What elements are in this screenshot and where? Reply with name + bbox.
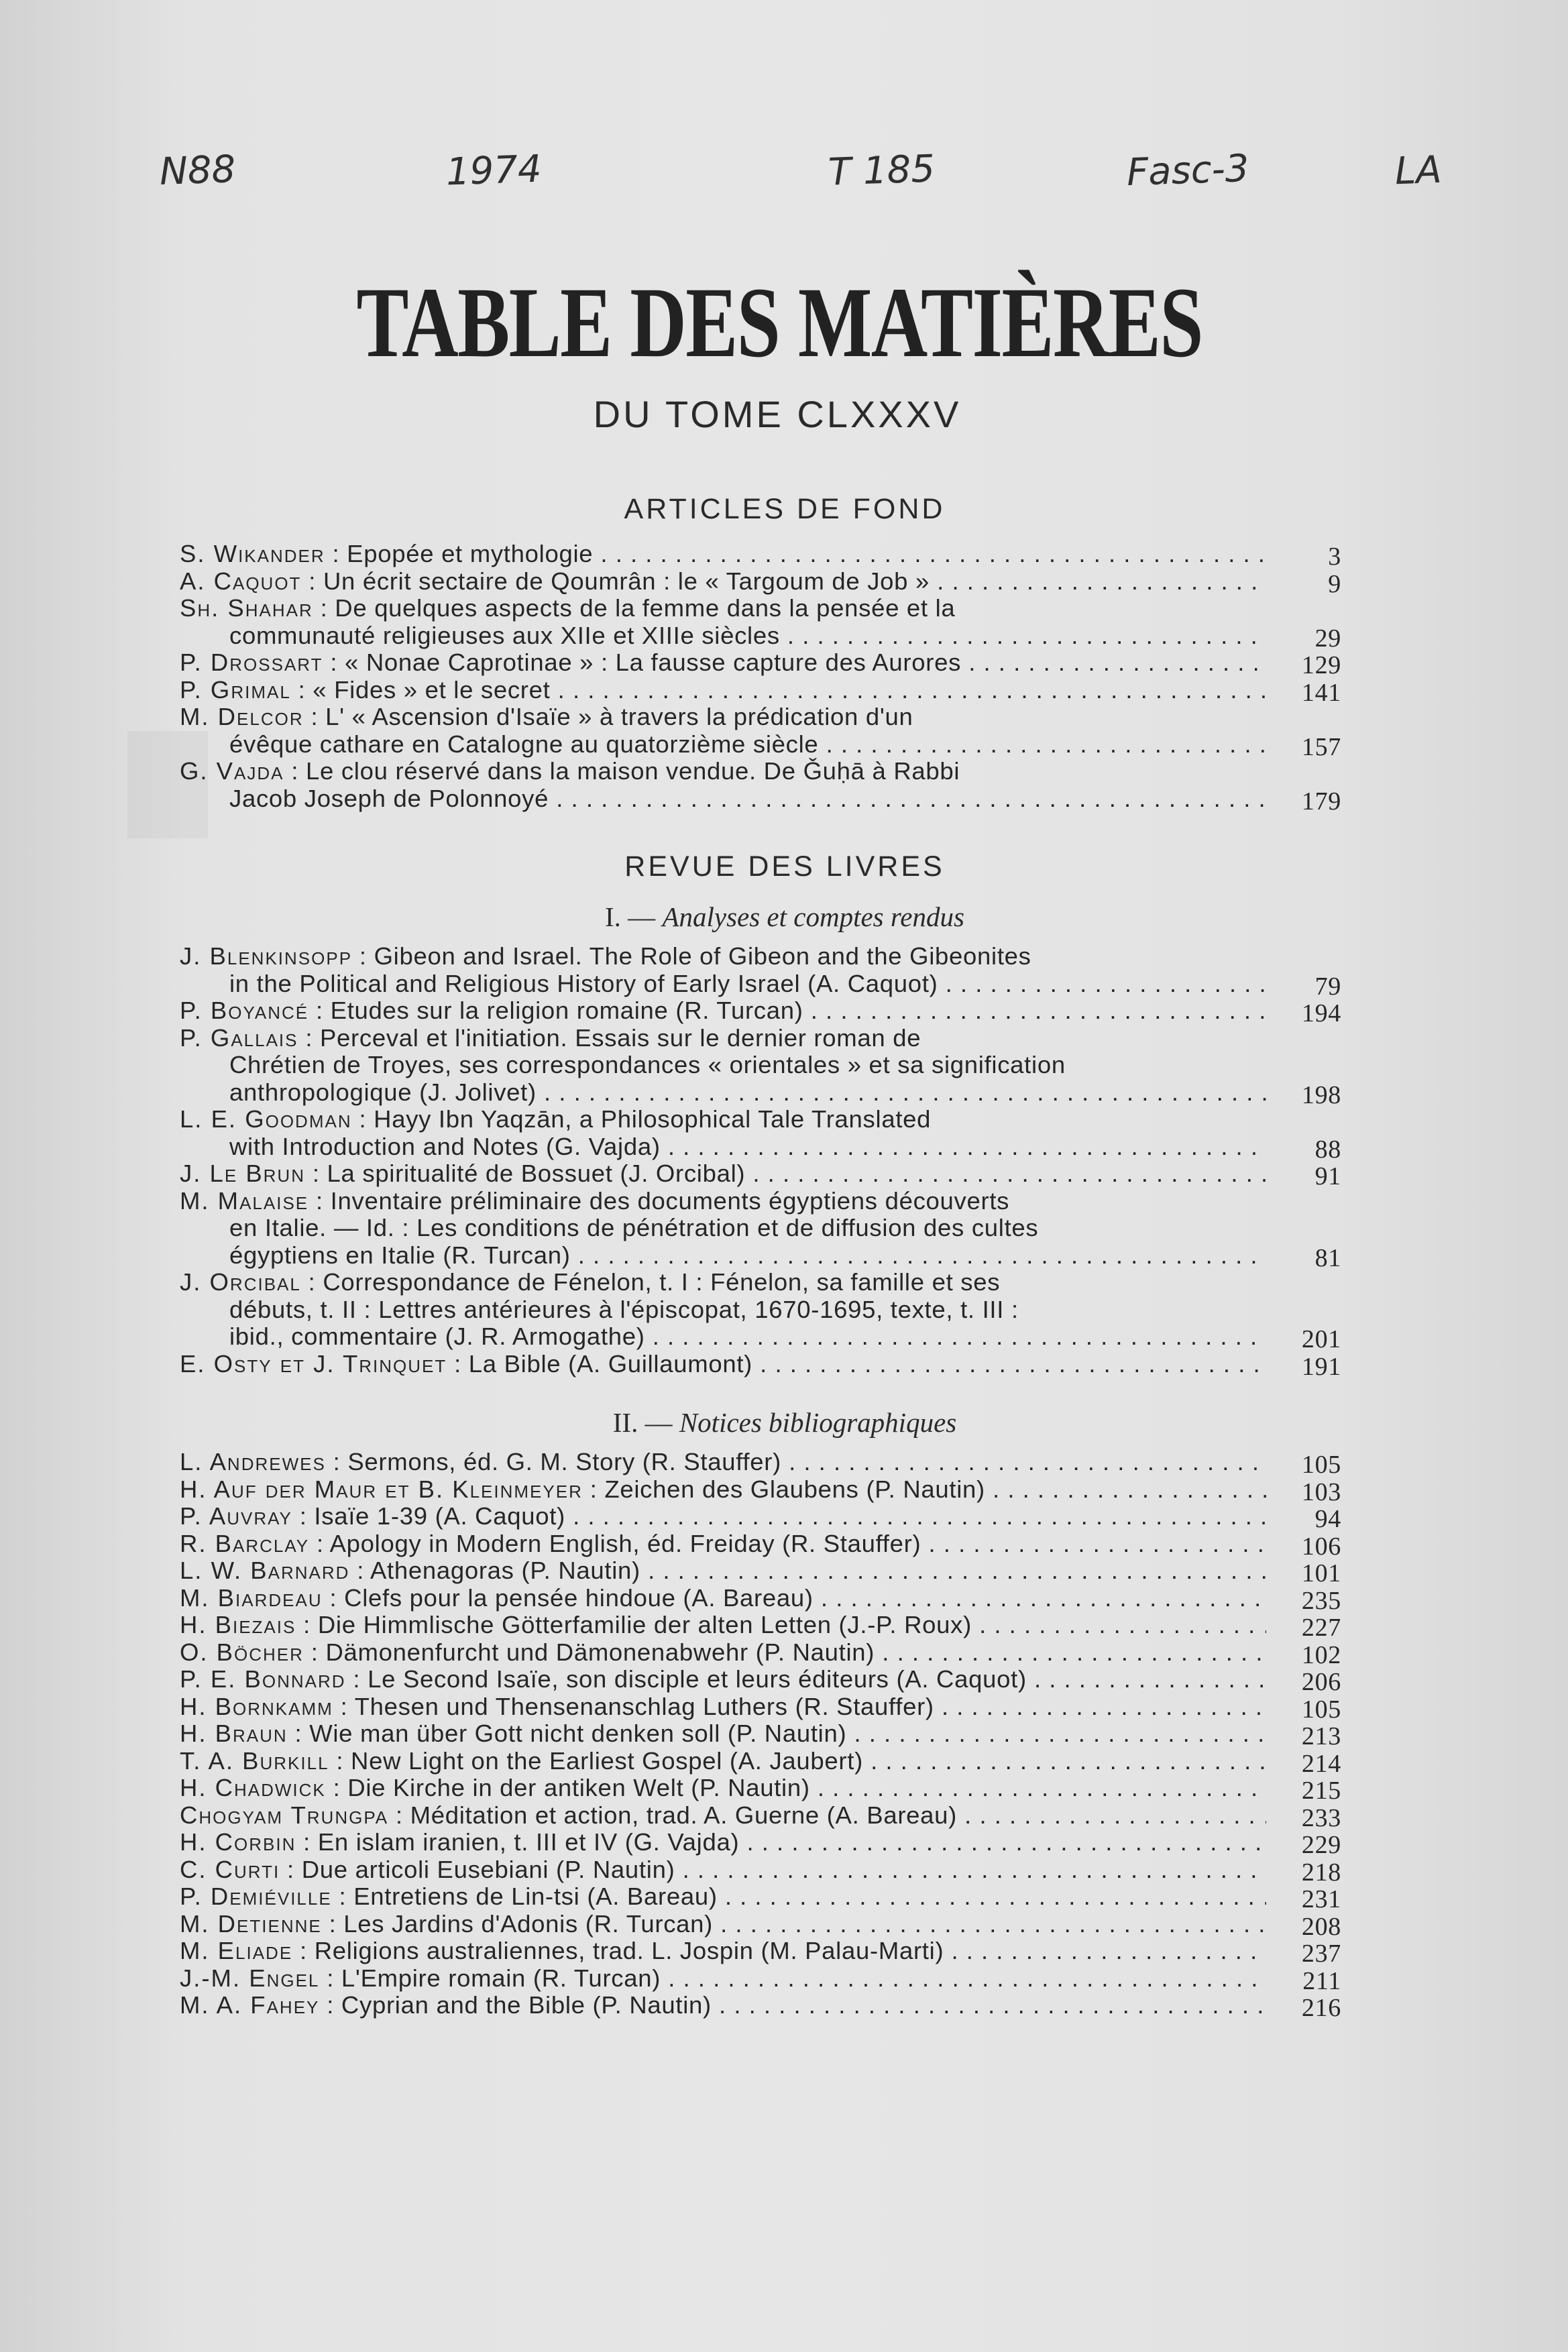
entry-title: : Thesen und Thensenanschlag Luthers (R. Stauffer): [333, 1693, 934, 1720]
entry-author: E. Osty et J. Trinquet: [180, 1350, 447, 1378]
page-number: 198: [1301, 1080, 1341, 1109]
toc-entry-text: [180, 1639, 1266, 1667]
toc-entry-line: [180, 997, 1341, 1025]
page-number: 206: [1301, 1668, 1341, 1696]
entry-title-continued: Chrétien de Troyes, ses correspondances « orientales » et sa signification: [229, 1051, 1066, 1078]
toc-entry-text: [180, 943, 1031, 970]
toc-entry-line: [180, 1476, 1341, 1504]
entry-author: P. Gallais: [180, 1023, 298, 1052]
entry-title-continued: Jacob Joseph de Polonnoyé: [229, 785, 549, 812]
entry-author: L. E. Goodman: [180, 1105, 352, 1133]
toc-entry-text: [180, 1269, 1000, 1296]
entry-author: C. Curti: [180, 1856, 280, 1883]
toc-entry-text: [229, 1079, 1266, 1107]
toc-entry-line: [180, 1350, 1341, 1381]
entry-title: : « Fides » et le secret: [290, 676, 551, 704]
page-number: 208: [1301, 1912, 1341, 1941]
entry-title: : « Nonae Caprotinae » : La fausse capture des Aurores: [323, 649, 962, 676]
page-number: 229: [1301, 1831, 1341, 1859]
entry-title: : Hayy Ibn Yaqzān, a Philosophical Tale Translated: [351, 1105, 932, 1133]
toc-entry-text: [229, 1133, 1266, 1161]
handwritten-note-1: N88: [158, 148, 237, 194]
toc-entry-line: [180, 1883, 1341, 1911]
entry-title-continued: évêque cathare en Catalogne au quatorzième siècle: [229, 730, 819, 758]
entry-author: L. W. Barnard: [180, 1557, 350, 1584]
toc-entry-line: [180, 1747, 1341, 1778]
page-number: 91: [1314, 1162, 1341, 1190]
toc-entry-text: [180, 1802, 1266, 1830]
subheading-number: I. —: [605, 901, 663, 932]
entry-title: : New Light on the Earliest Gospel (A. Jaubert): [329, 1747, 863, 1775]
toc-entry-line: [180, 1133, 1341, 1164]
toc-entry-line: [180, 1992, 1341, 2022]
toc-entry-text: [180, 758, 960, 785]
handwritten-note-3: T 185: [827, 147, 936, 194]
entry-author: M. Malaise: [180, 1186, 309, 1215]
entry-title: : Le clou réservé dans la maison vendue. De Ǧuḥā à Rabbi: [284, 757, 960, 785]
toc-entry-text: [229, 1052, 1066, 1079]
toc-entry-text: [229, 731, 1266, 759]
entry-title-continued: in the Political and Religious History of Early Israel (A. Caquot): [229, 970, 938, 997]
page-number: 101: [1301, 1559, 1341, 1587]
toc-entry-text: [229, 622, 1266, 650]
toc-entry-text: [180, 997, 1266, 1025]
toc-entry-line: [180, 1188, 1341, 1215]
toc-entry-line: [180, 943, 1341, 970]
entry-author: J.-M. Engel: [180, 1964, 320, 1992]
entry-title: : Etudes sur la religion romaine (R. Turcan): [309, 997, 803, 1024]
entry-title: : Le Second Isaïe, son disciple et leurs éditeurs (A. Caquot): [345, 1666, 1027, 1693]
toc-entry-line: [180, 1025, 1341, 1052]
toc-entry-line: [180, 1856, 1341, 1887]
toc-entry-text: [180, 1106, 931, 1133]
toc-entry-text: [180, 1612, 1266, 1639]
toc-entry-line: [180, 1296, 1341, 1324]
page-number: 237: [1301, 1940, 1341, 1968]
entry-author: M. Detienne: [180, 1910, 322, 1938]
toc-entry-text: [180, 1775, 1266, 1802]
handwritten-note-5: LA: [1394, 148, 1443, 194]
entry-author: M. Delcor: [180, 703, 304, 730]
toc-entry-text: [180, 1585, 1266, 1612]
page-number: 201: [1301, 1325, 1341, 1353]
page-number: 129: [1301, 651, 1341, 679]
toc-entry-line: [180, 1802, 1341, 1830]
toc-entry-line: [180, 731, 1341, 759]
subheading-number: II. —: [612, 1407, 679, 1438]
page-number: 216: [1301, 1994, 1341, 2022]
toc-entry-line: [180, 704, 1341, 731]
toc-entry-line: [180, 1530, 1341, 1561]
toc-notices: [180, 1449, 1341, 2022]
toc-entry-text: [229, 785, 1266, 813]
toc-entry-text: [180, 1160, 1266, 1188]
entry-author: P. Auvray: [180, 1503, 292, 1530]
entry-author: P. Boyancé: [180, 997, 309, 1024]
toc-entry-text: [180, 1992, 1266, 2019]
entry-title: : Zeichen des Glaubens (P. Nautin): [582, 1475, 985, 1503]
toc-entry-line: [180, 676, 1341, 707]
toc-entry-line: [180, 1639, 1341, 1667]
toc-entry-line: [180, 1829, 1341, 1859]
toc-entry-text: [180, 1530, 1266, 1558]
entry-title: : En islam iranien, t. III et IV (G. Vajda): [296, 1829, 740, 1856]
toc-entry-line: [180, 1938, 1341, 1968]
entry-author: M. Biardeau: [180, 1584, 323, 1612]
entry-title-continued: débuts, t. II : Lettres antérieures à l'épiscopat, 1670-1695, texte, t. III :: [229, 1295, 1019, 1323]
toc-entry-text: [180, 1938, 1266, 1965]
toc-entry-line: [180, 1323, 1341, 1351]
entry-author: H. Chadwick: [180, 1775, 326, 1801]
entry-author: H. Biezais: [180, 1612, 296, 1638]
entry-title: : La Bible (A. Guillaumont): [447, 1350, 753, 1378]
toc-entry-text: [180, 1883, 1266, 1911]
entry-title-continued: ibid., commentaire (J. R. Armogathe): [229, 1323, 645, 1350]
toc-entry-line: [180, 1052, 1341, 1079]
toc-entry-text: [180, 1856, 1266, 1884]
entry-title: : Cyprian and the Bible (P. Nautin): [319, 1992, 712, 2019]
toc-entry-line: [180, 785, 1341, 816]
volume-subtitle: DU TOME CLXXXV: [593, 393, 962, 435]
entry-title: : Gibeon and Israel. The Role of Gibeon and the Gibeonites: [352, 942, 1031, 970]
toc-entry-text: [229, 1323, 1266, 1351]
subheading-notices: [181, 1406, 1388, 1439]
entry-author: P. E. Bonnard: [180, 1666, 346, 1693]
page-number: 141: [1301, 678, 1341, 707]
page-number: 157: [1301, 732, 1341, 761]
toc-entry-line: [180, 1910, 1341, 1941]
page-number: 215: [1301, 1777, 1341, 1805]
toc-entry-line: [180, 541, 1341, 571]
entry-title: : Due articoli Eusebiani (P. Nautin): [280, 1856, 675, 1883]
entry-title: : Religions australiennes, trad. L. Jospin (M. Palau-Marti): [292, 1938, 944, 1964]
toc-entry-text: [180, 1666, 1266, 1693]
page-title: TABLE DES MATIÈRES: [356, 267, 1202, 378]
toc-entry-line: [180, 595, 1341, 622]
section-heading-revue: REVUE DES LIVRES: [624, 850, 945, 883]
toc-entry-text: [180, 1557, 1266, 1585]
entry-author: Chogyam Trungpa: [180, 1801, 389, 1829]
toc-entry-line: [180, 1584, 1341, 1615]
toc-entry-text: [180, 1693, 1266, 1721]
subheading-analyses: [181, 901, 1388, 933]
toc-entry-line: [180, 1079, 1341, 1107]
toc-entry-line: [180, 1557, 1341, 1585]
entry-title: : Inventaire préliminaire des documents égyptiens découverts: [309, 1186, 1010, 1215]
toc-entry-line: [180, 1449, 1341, 1479]
entry-author: P. Drossart: [180, 649, 323, 676]
toc-entry-line: [180, 649, 1341, 677]
entry-author: Sh. Shahar: [180, 594, 313, 622]
toc-entry-line: [180, 622, 1341, 653]
toc-entry-line: [180, 1242, 1341, 1270]
toc-entry-line: [180, 1965, 1341, 1993]
toc-entry-text: [229, 1242, 1266, 1270]
entry-title: : Athenagoras (P. Nautin): [349, 1557, 640, 1584]
toc-entry-text: [180, 595, 955, 622]
toc-analyses: [180, 942, 1341, 1381]
toc-entry-line: [180, 568, 1341, 596]
entry-author: H. Auf der Maur et B. Kleinmeyer: [180, 1475, 583, 1503]
entry-author: L. Andrewes: [180, 1449, 326, 1475]
entry-title: : Perceval et l'initiation. Essais sur le dernier roman de: [298, 1023, 921, 1052]
page-number: 102: [1301, 1640, 1341, 1669]
entry-author: J. Blenkinsopp: [180, 942, 353, 970]
subheading-title: Analyses et comptes rendus: [662, 901, 964, 932]
entry-title: : Dämonenfurcht und Dämonenabwehr (P. Nautin): [303, 1638, 875, 1666]
page-number: 29: [1314, 624, 1341, 653]
entry-title: : Die Himmlische Götterfamilie der alten Letten (J.-P. Roux): [296, 1612, 972, 1638]
page-number: 105: [1301, 1695, 1341, 1724]
page-number: 79: [1314, 972, 1341, 1001]
page-number: 194: [1301, 999, 1341, 1027]
toc-entry-text: [180, 1351, 1266, 1378]
entry-title-continued: with Introduction and Notes (G. Vajda): [229, 1133, 661, 1160]
toc-entry-line: [180, 970, 1341, 1001]
toc-entry-line: [180, 1775, 1341, 1805]
page-number: 105: [1301, 1451, 1341, 1479]
entry-author: G. Vajda: [180, 757, 284, 785]
page-number: 88: [1314, 1135, 1341, 1164]
entry-author: P. Grimal: [180, 676, 291, 704]
entry-author: R. Barclay: [180, 1530, 310, 1557]
toc-entry-line: [180, 758, 1341, 785]
toc-entry-text: [180, 1449, 1266, 1476]
entry-title: : Isaïe 1-39 (A. Caquot): [292, 1503, 565, 1530]
page-number: 179: [1301, 787, 1341, 816]
entry-title: : Apology in Modern English, éd. Freiday (R. Stauffer): [309, 1530, 921, 1557]
page-number: 214: [1301, 1749, 1341, 1778]
toc-entry-text: [180, 649, 1266, 677]
handwritten-note-4: Fasc-3: [1125, 146, 1250, 195]
page-number: 191: [1301, 1352, 1341, 1381]
toc-entry-text: [180, 1476, 1266, 1504]
entry-title: : Epopée et mythologie: [325, 541, 594, 567]
entry-author: H. Bornkamm: [180, 1693, 333, 1720]
page-number: 81: [1314, 1243, 1341, 1272]
entry-author: A. Caquot: [180, 567, 302, 595]
toc-entry-text: [180, 704, 913, 731]
entry-title: : La spiritualité de Bossuet (J. Orcibal): [305, 1160, 746, 1187]
entry-author: M. Eliade: [180, 1938, 293, 1964]
entry-author: H. Corbin: [180, 1829, 296, 1856]
page-number: 106: [1301, 1532, 1341, 1561]
toc-entry-text: [229, 1296, 1019, 1324]
entry-title: : Die Kirche in der antiken Welt (P. Nautin): [325, 1775, 810, 1801]
entry-title: : Correspondance de Fénelon, t. I : Fénelon, sa famille et ses: [300, 1268, 1001, 1296]
toc-entry-line: [180, 1215, 1341, 1242]
entry-title: : De quelques aspects de la femme dans la pensée et la: [313, 594, 956, 622]
toc-entry-text: [180, 1829, 1266, 1856]
toc-entry-text: [180, 1748, 1266, 1775]
subheading-title: Notices bibliographiques: [679, 1407, 957, 1438]
toc-entry-text: [180, 1720, 1266, 1748]
toc-entry-text: [229, 970, 1266, 998]
toc-entry-line: [180, 1720, 1341, 1748]
toc-entry-text: [180, 541, 1266, 568]
toc-entry-line: [180, 1106, 1341, 1133]
toc-entry-line: [180, 1503, 1341, 1533]
entry-title-continued: communauté religieuses aux XIIe et XIIIe siècles: [229, 622, 780, 649]
page-number: 3: [1328, 543, 1341, 571]
page-number: 231: [1301, 1885, 1341, 1913]
page-number: 9: [1328, 569, 1341, 598]
page-number: 235: [1301, 1586, 1341, 1615]
toc-entry-text: [180, 1911, 1266, 1938]
entry-title: : Méditation et action, trad. A. Guerne (A. Bareau): [388, 1801, 958, 1829]
entry-author: J. Orcibal: [180, 1268, 301, 1296]
toc-articles: [180, 541, 1341, 816]
toc-entry-line: [180, 1612, 1341, 1642]
entry-title: : L'Empire romain (R. Turcan): [319, 1964, 661, 1992]
entry-author: O. Böcher: [180, 1638, 304, 1666]
entry-author: T. A. Burkill: [180, 1747, 329, 1775]
entry-title: : Les Jardins d'Adonis (R. Turcan): [321, 1910, 713, 1938]
toc-entry-text: [180, 1188, 1009, 1215]
toc-entry-text: [180, 568, 1266, 596]
handwritten-note-2: 1974: [445, 147, 543, 194]
page-number: 218: [1301, 1858, 1341, 1887]
toc-entry-line: [180, 1666, 1341, 1696]
toc-entry-text: [180, 1025, 921, 1052]
entry-title-continued: égyptiens en Italie (R. Turcan): [229, 1241, 571, 1269]
page-number: 233: [1301, 1803, 1341, 1832]
toc-entry-text: [180, 1965, 1266, 1993]
page-number: 103: [1301, 1477, 1341, 1506]
entry-title: : Clefs pour la pensée hindoue (A. Bareau): [322, 1584, 814, 1612]
entry-author: P. Demiéville: [180, 1883, 332, 1910]
toc-entry-text: [180, 677, 1266, 704]
toc-entry-line: [180, 1269, 1341, 1296]
toc-entry-text: [180, 1503, 1266, 1530]
entry-title: : Un écrit sectaire de Qoumrân : le « Targoum de Job »: [301, 567, 930, 595]
page-number: 227: [1301, 1614, 1341, 1642]
page-number: 94: [1314, 1505, 1341, 1533]
toc-entry-line: [180, 1693, 1341, 1724]
entry-title-continued: anthropologique (J. Jolivet): [229, 1078, 537, 1106]
entry-title: : Entretiens de Lin-tsi (A. Bareau): [331, 1883, 718, 1910]
entry-author: H. Braun: [180, 1720, 288, 1747]
entry-title: : Wie man über Gott nicht denken soll (P. Nautin): [287, 1720, 847, 1747]
toc-entry-line: [180, 1160, 1341, 1188]
entry-author: M. A. Fahey: [180, 1992, 320, 2019]
entry-title-continued: en Italie. — Id. : Les conditions de pénétration et de diffusion des cultes: [229, 1214, 1039, 1241]
page-number: 213: [1301, 1722, 1341, 1750]
page-number: 211: [1302, 1966, 1341, 1995]
entry-title: : Sermons, éd. G. M. Story (R. Stauffer): [325, 1449, 781, 1475]
section-heading-articles: ARTICLES DE FOND: [624, 493, 946, 525]
entry-title: : L' « Ascension d'Isaïe » à travers la prédication d'un: [303, 703, 913, 730]
entry-author: J. Le Brun: [180, 1160, 305, 1187]
toc-entry-text: [229, 1215, 1038, 1242]
entry-author: S. Wikander: [180, 541, 325, 567]
